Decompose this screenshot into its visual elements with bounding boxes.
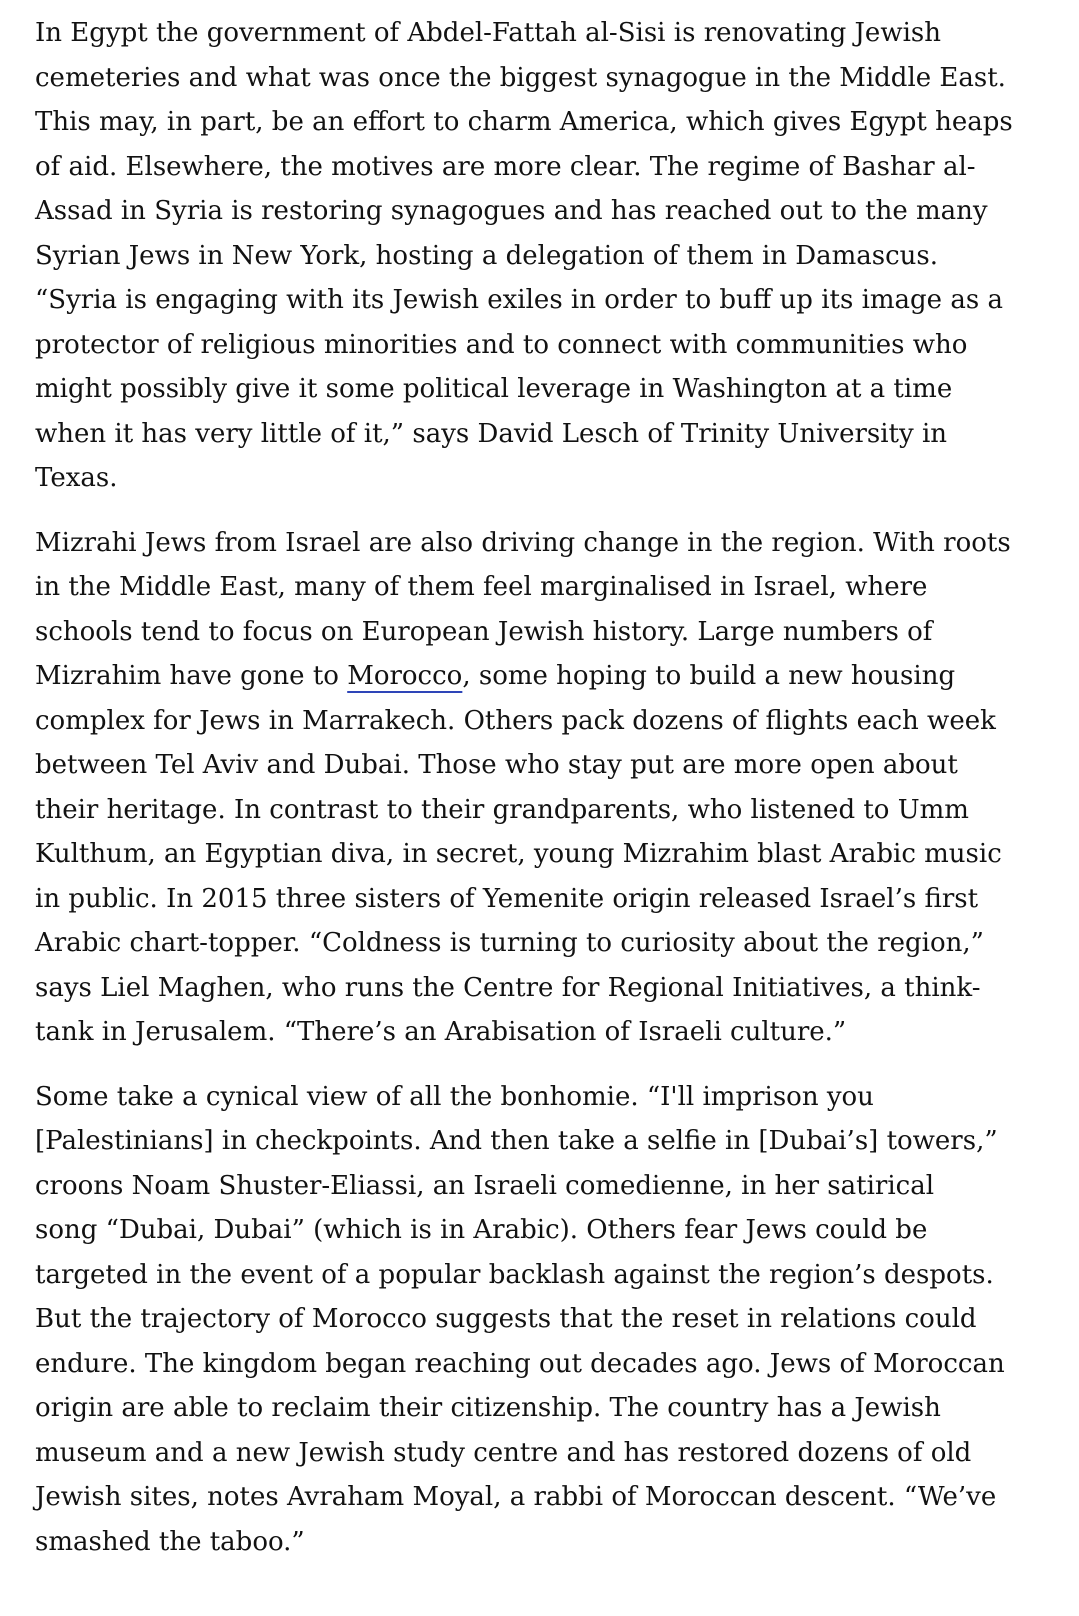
text-line: schools tend to focus on European Jewish history. Large numbers of	[35, 616, 933, 647]
text-line: Kulthum, an Egyptian diva, in secret, young Mizrahim blast Arabic music	[35, 839, 1002, 869]
morocco-link[interactable]: Morocco	[347, 661, 463, 691]
text-line: Assad in Syria is restoring synagogues and has reached out to the many	[35, 196, 988, 226]
text-line: Some take a cynical view of all the bonhomie. “I'll imprison you	[35, 1081, 874, 1112]
text-line: song “Dubai, Dubai” (which is in Arabic). Others fear Jews could be	[35, 1215, 928, 1245]
text-line: cemeteries and what was once the biggest synagogue in the Middle East.	[35, 62, 1006, 93]
text-line: complex for Jews in Marrakech. Others pack dozens of flights each week	[35, 705, 996, 736]
text-line: Syrian Jews in New York, hosting a delegation of them in Damascus.	[35, 240, 939, 271]
article-paragraph-1	[35, 11, 1035, 501]
text-line: smashed the taboo.”	[35, 1526, 305, 1557]
text-line: says Liel Maghen, who runs the Centre for Regional Initiatives, a think-	[35, 972, 981, 1003]
text-line: targeted in the event of a popular backlash against the region’s despots.	[35, 1259, 994, 1290]
text-line: This may, in part, be an effort to charm America, which gives Egypt heaps	[35, 107, 1013, 137]
article-paragraph-3	[35, 1075, 1035, 1565]
text-line: [Palestinians] in checkpoints. And then take a selfie in [Dubai’s] towers,”	[35, 1126, 998, 1156]
text-line-with-link	[35, 654, 1035, 699]
text-line: protector of religious minorities and to connect with communities who	[35, 329, 968, 360]
text-line: museum and a new Jewish study centre and has restored dozens of old	[35, 1437, 972, 1468]
text-line: In Egypt the government of Abdel-Fattah al-Sisi is renovating Jewish	[35, 18, 941, 48]
text-line: “Syria is engaging with its Jewish exiles in order to buff up its image as a	[35, 285, 1003, 315]
text-segment: Mizrahim have gone to	[35, 661, 348, 691]
text-line: Mizrahi Jews from Israel are also driving change in the region. With roots	[35, 527, 1011, 558]
article-paragraph-2	[35, 521, 1035, 1055]
text-line: Arabic chart-topper. “Coldness is turning to curiosity about the region,”	[35, 928, 984, 958]
text-line: croons Noam Shuster-Eliassi, an Israeli comedienne, in her satirical	[35, 1170, 935, 1201]
text-line: tank in Jerusalem. “There’s an Arabisation of Israeli culture.”	[35, 1017, 847, 1047]
text-line: Jewish sites, notes Avraham Moyal, a rabbi of Moroccan descent. “We’ve	[35, 1482, 997, 1512]
text-segment: , some hoping to build a new housing	[462, 661, 956, 691]
text-line: of aid. Elsewhere, the motives are more clear. The regime of Bashar al-	[35, 151, 976, 182]
text-line: when it has very little of it,” says David Lesch of Trinity University in	[35, 418, 948, 449]
text-line: in the Middle East, many of them feel marginalised in Israel, where	[35, 572, 928, 602]
text-line: origin are able to reclaim their citizenship. The country has a Jewish	[35, 1393, 941, 1423]
text-line: might possibly give it some political leverage in Washington at a time	[35, 374, 953, 404]
text-line: their heritage. In contrast to their grandparents, who listened to Umm	[35, 794, 969, 825]
text-line: endure. The kingdom began reaching out decades ago. Jews of Moroccan	[35, 1348, 1005, 1379]
text-line: between Tel Aviv and Dubai. Those who stay put are more open about	[35, 750, 958, 780]
text-line: in public. In 2015 three sisters of Yemenite origin released Israel’s first	[35, 883, 979, 914]
text-line: But the trajectory of Morocco suggests that the reset in relations could	[35, 1304, 977, 1334]
text-line: Texas.	[35, 463, 118, 493]
